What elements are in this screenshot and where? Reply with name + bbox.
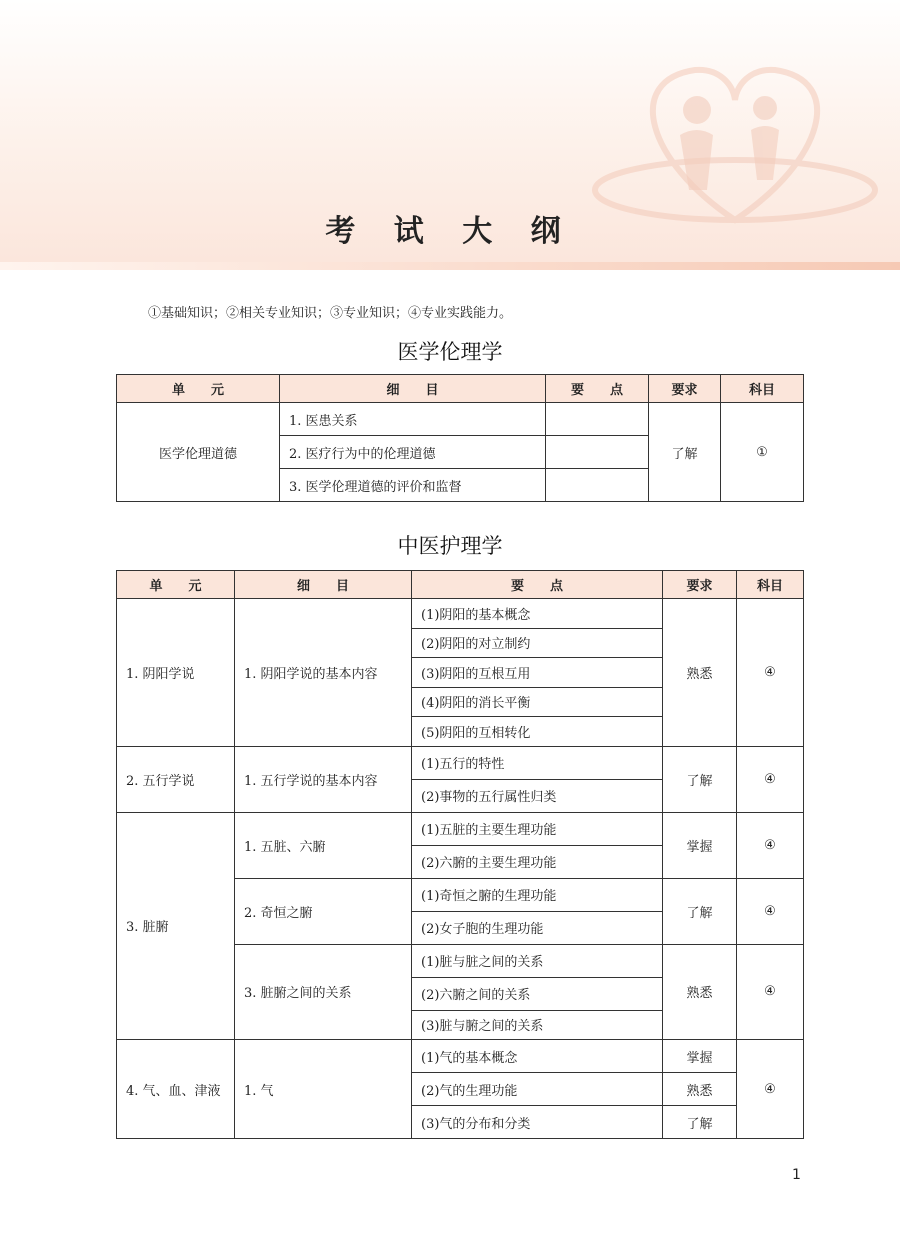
requirement-cell: 了解: [649, 403, 721, 502]
tcm-table: [116, 570, 804, 1139]
table-row: [117, 599, 804, 629]
table-row: [117, 1040, 804, 1073]
point-cell: (1)五脏的主要生理功能: [412, 812, 663, 845]
subject-cell: ①: [721, 403, 804, 502]
subject-cell: ④: [737, 1040, 804, 1139]
table-header-row: [117, 571, 804, 599]
point-cell: (3)阴阳的互根互用: [412, 658, 663, 688]
requirement-cell: 了解: [663, 1106, 737, 1139]
point-cell: (2)六腑的主要生理功能: [412, 845, 663, 878]
item-cell: 1. 五脏、六腑: [235, 812, 412, 878]
point-cell: (3)气的分布和分类: [412, 1106, 663, 1139]
point-cell: (2)气的生理功能: [412, 1073, 663, 1106]
header-requirement: 要求: [663, 571, 737, 599]
banner-stripe: [0, 262, 900, 270]
unit-cell: 2. 五行学说: [117, 746, 235, 812]
page-title: 考 试 大 纲: [325, 214, 575, 249]
unit-cell: 1. 阴阳学说: [117, 599, 235, 747]
ethics-table: [116, 374, 804, 502]
header-point: 要 点: [546, 375, 649, 403]
section-title-tcm: 中医护理学: [397, 534, 503, 558]
subject-cell: ④: [737, 812, 804, 878]
requirement-cell: 熟悉: [663, 599, 737, 747]
item-cell: 1. 气: [235, 1040, 412, 1139]
header-item: 细 目: [280, 375, 546, 403]
header-requirement: 要求: [649, 375, 721, 403]
table-row: [117, 812, 804, 845]
requirement-cell: 了解: [663, 878, 737, 944]
point-cell: [546, 436, 649, 469]
point-cell: (1)阴阳的基本概念: [412, 599, 663, 629]
point-cell: (2)六腑之间的关系: [412, 977, 663, 1010]
subject-cell: ④: [737, 944, 804, 1040]
header-unit: 单 元: [117, 375, 280, 403]
item-cell: 3. 医学伦理道德的评价和监督: [280, 469, 546, 502]
table-row: [117, 746, 804, 779]
item-cell: 3. 脏腑之间的关系: [235, 944, 412, 1040]
table-header-row: [117, 375, 804, 403]
subject-cell: ④: [737, 746, 804, 812]
point-cell: (1)气的基本概念: [412, 1040, 663, 1073]
header-item: 细 目: [235, 571, 412, 599]
requirement-cell: 熟悉: [663, 1073, 737, 1106]
point-cell: (1)脏与脏之间的关系: [412, 944, 663, 977]
unit-cell: 4. 气、血、津液: [117, 1040, 235, 1139]
point-cell: (1)五行的特性: [412, 746, 663, 779]
header-subject: 科目: [737, 571, 804, 599]
requirement-cell: 掌握: [663, 812, 737, 878]
subject-cell: ④: [737, 599, 804, 747]
header-subject: 科目: [721, 375, 804, 403]
point-cell: (5)阴阳的互相转化: [412, 717, 663, 747]
header-unit: 单 元: [117, 571, 235, 599]
subject-legend: ①基础知识；②相关专业知识；③专业知识；④专业实践能力。: [148, 306, 513, 321]
requirement-cell: 了解: [663, 746, 737, 812]
point-cell: (3)脏与腑之间的关系: [412, 1010, 663, 1040]
requirement-cell: 熟悉: [663, 944, 737, 1040]
point-cell: [546, 403, 649, 436]
unit-cell: 医学伦理道德: [117, 403, 280, 502]
point-cell: (2)阴阳的对立制约: [412, 628, 663, 658]
point-cell: (2)事物的五行属性归类: [412, 779, 663, 812]
requirement-cell: 掌握: [663, 1040, 737, 1073]
item-cell: 1. 阴阳学说的基本内容: [235, 599, 412, 747]
item-cell: 1. 五行学说的基本内容: [235, 746, 412, 812]
point-cell: (1)奇恒之腑的生理功能: [412, 878, 663, 911]
page-number: 1: [792, 1167, 801, 1183]
section-title-ethics: 医学伦理学: [397, 340, 503, 364]
subject-cell: ④: [737, 878, 804, 944]
point-cell: (4)阴阳的消长平衡: [412, 687, 663, 717]
item-cell: 1. 医患关系: [280, 403, 546, 436]
header-point: 要 点: [412, 571, 663, 599]
item-cell: 2. 奇恒之腑: [235, 878, 412, 944]
item-cell: 2. 医疗行为中的伦理道德: [280, 436, 546, 469]
unit-cell: 3. 脏腑: [117, 812, 235, 1040]
point-cell: [546, 469, 649, 502]
table-row: [117, 403, 804, 436]
point-cell: (2)女子胞的生理功能: [412, 911, 663, 944]
